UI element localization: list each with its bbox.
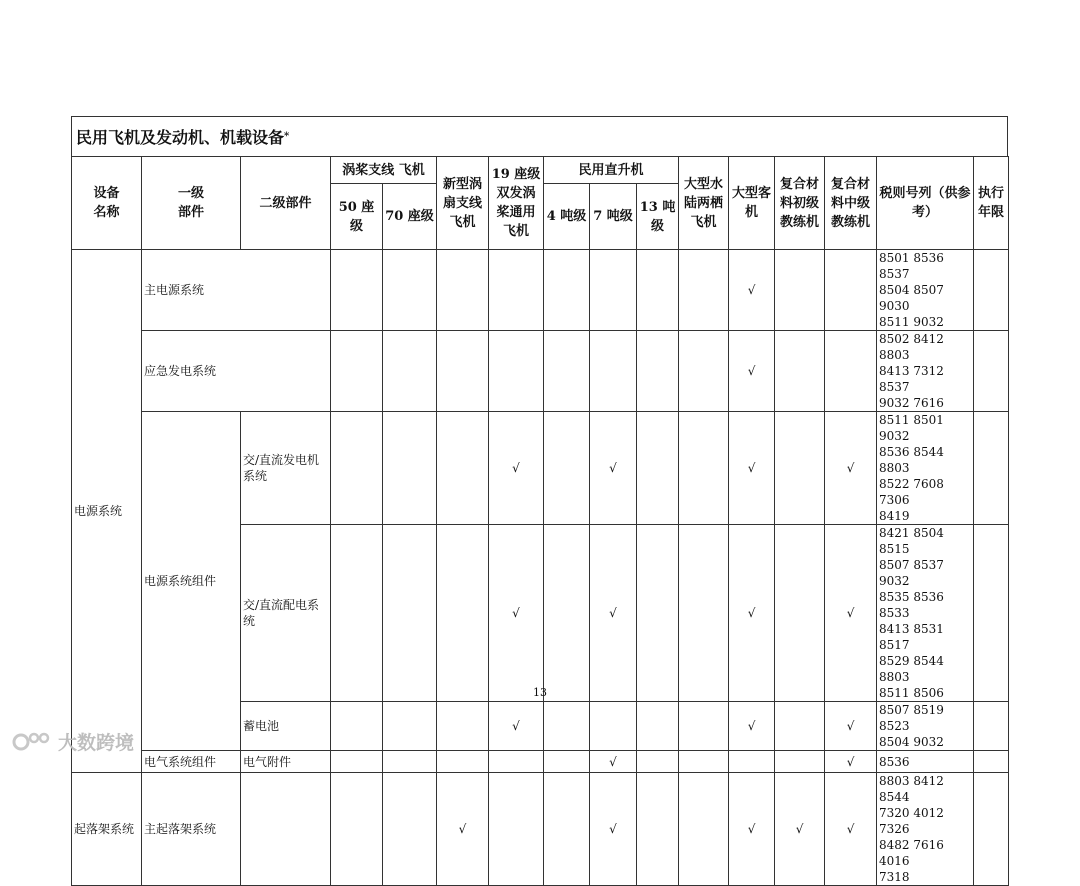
check-mark: √ <box>825 773 877 886</box>
tariff-line: 8482 7616 4016 <box>879 838 944 868</box>
header-19-seat: 19 座级双发涡桨通用飞机 <box>489 157 544 250</box>
watermark-text: 大数跨境 <box>58 732 135 754</box>
watermark <box>12 728 134 755</box>
table-title-text: 民用飞机及发动机、机载设备 <box>76 128 285 147</box>
document-page <box>71 116 1008 886</box>
tariff-line: 8501 8536 8537 <box>879 251 944 281</box>
header-level2: 二级部件 <box>241 157 331 250</box>
table-title <box>71 116 1008 156</box>
check-mark: √ <box>729 412 775 525</box>
table-row <box>72 331 1009 412</box>
tariff-codes <box>877 250 974 331</box>
tariff-line: 8536 8544 8803 <box>879 445 944 475</box>
tariff-codes <box>877 751 974 773</box>
check-mark: √ <box>590 751 637 773</box>
header-tariff: 税则号列（供参考） <box>877 157 974 250</box>
page-number: 13 <box>533 686 547 699</box>
check-mark: √ <box>729 773 775 886</box>
table-row <box>72 412 1009 525</box>
tariff-codes <box>877 773 974 886</box>
header-helicopter: 民用直升机 <box>544 157 679 184</box>
watermark-logo-icon <box>12 729 52 755</box>
check-mark: √ <box>437 773 489 886</box>
header-4-ton: 4 吨级 <box>544 184 590 250</box>
header-50-seat: 50 座级 <box>331 184 383 250</box>
tariff-codes <box>877 702 974 751</box>
header-level1: 一级 部件 <box>142 157 241 250</box>
header-primary-trainer: 复合材料初级教练机 <box>775 157 825 250</box>
header-period: 执行年限 <box>974 157 1009 250</box>
check-mark: √ <box>825 702 877 751</box>
header-turboprop: 涡桨支线 飞机 <box>331 157 437 184</box>
check-mark: √ <box>489 412 544 525</box>
check-mark: √ <box>825 525 877 702</box>
check-mark: √ <box>489 702 544 751</box>
group-landing-gear: 起落架系统 <box>72 773 142 886</box>
table-row <box>72 250 1009 331</box>
check-mark: √ <box>729 525 775 702</box>
check-mark: √ <box>590 412 637 525</box>
header-70-seat: 70 座级 <box>383 184 437 250</box>
tariff-line: 8511 9032 <box>879 315 944 329</box>
check-mark: √ <box>729 331 775 412</box>
table-row <box>72 751 1009 773</box>
tariff-line: 8421 8504 8515 <box>879 526 944 556</box>
level1-cell: 电气系统组件 <box>142 751 241 773</box>
tariff-line: 8511 8501 9032 <box>879 413 944 443</box>
tariff-line: 9032 7616 <box>879 396 944 410</box>
check-mark: √ <box>590 773 637 886</box>
level1-cell: 主电源系统 <box>142 250 331 331</box>
header-new-turbofan: 新型涡扇支线飞机 <box>437 157 489 250</box>
level2-cell: 交/直流配电系统 <box>241 525 331 702</box>
check-mark: √ <box>775 773 825 886</box>
header-airliner: 大型客机 <box>729 157 775 250</box>
table-row <box>72 773 1009 886</box>
tariff-line: 8535 8536 8533 <box>879 590 944 620</box>
tariff-line: 8511 8506 <box>879 686 944 700</box>
level1-power-components: 电源系统组件 <box>142 412 241 751</box>
level2-cell: 交/直流发电机系统 <box>241 412 331 525</box>
check-mark: √ <box>729 250 775 331</box>
header-13-ton: 13 吨级 <box>637 184 679 250</box>
tariff-line: 8504 9032 <box>879 735 944 749</box>
tariff-line: 8507 8519 8523 <box>879 703 944 733</box>
tariff-line: 7318 <box>879 870 910 884</box>
tariff-line: 8504 8507 9030 <box>879 283 944 313</box>
equipment-table <box>71 156 1009 886</box>
header-row-1 <box>72 157 1009 184</box>
header-mid-trainer: 复合材料中级教练机 <box>825 157 877 250</box>
group-power-system: 电源系统 <box>72 250 142 773</box>
title-footnote-mark: * <box>284 131 290 142</box>
check-mark: √ <box>590 525 637 702</box>
check-mark: √ <box>729 702 775 751</box>
level2-cell: 电气附件 <box>241 751 331 773</box>
tariff-line: 8413 8531 8517 <box>879 622 944 652</box>
level2-cell: 蓄电池 <box>241 702 331 751</box>
tariff-codes <box>877 525 974 702</box>
header-7-ton: 7 吨级 <box>590 184 637 250</box>
tariff-line: 8419 <box>879 509 910 523</box>
check-mark: √ <box>825 751 877 773</box>
tariff-line: 8507 8537 9032 <box>879 558 944 588</box>
tariff-line: 8502 8412 8803 <box>879 332 944 362</box>
tariff-line: 7320 4012 7326 <box>879 806 944 836</box>
tariff-line: 8529 8544 8803 <box>879 654 944 684</box>
check-mark: √ <box>489 525 544 702</box>
tariff-line: 8413 7312 8537 <box>879 364 944 394</box>
check-mark: √ <box>825 412 877 525</box>
tariff-codes <box>877 412 974 525</box>
level1-cell: 应急发电系统 <box>142 331 331 412</box>
tariff-line: 8536 <box>879 754 910 769</box>
tariff-line: 8803 8412 8544 <box>879 774 944 804</box>
tariff-line: 8522 7608 7306 <box>879 477 944 507</box>
level1-cell: 主起落架系统 <box>142 773 241 886</box>
tariff-codes <box>877 331 974 412</box>
header-device-name: 设备 名称 <box>72 157 142 250</box>
header-amphibious: 大型水陆两栖飞机 <box>679 157 729 250</box>
